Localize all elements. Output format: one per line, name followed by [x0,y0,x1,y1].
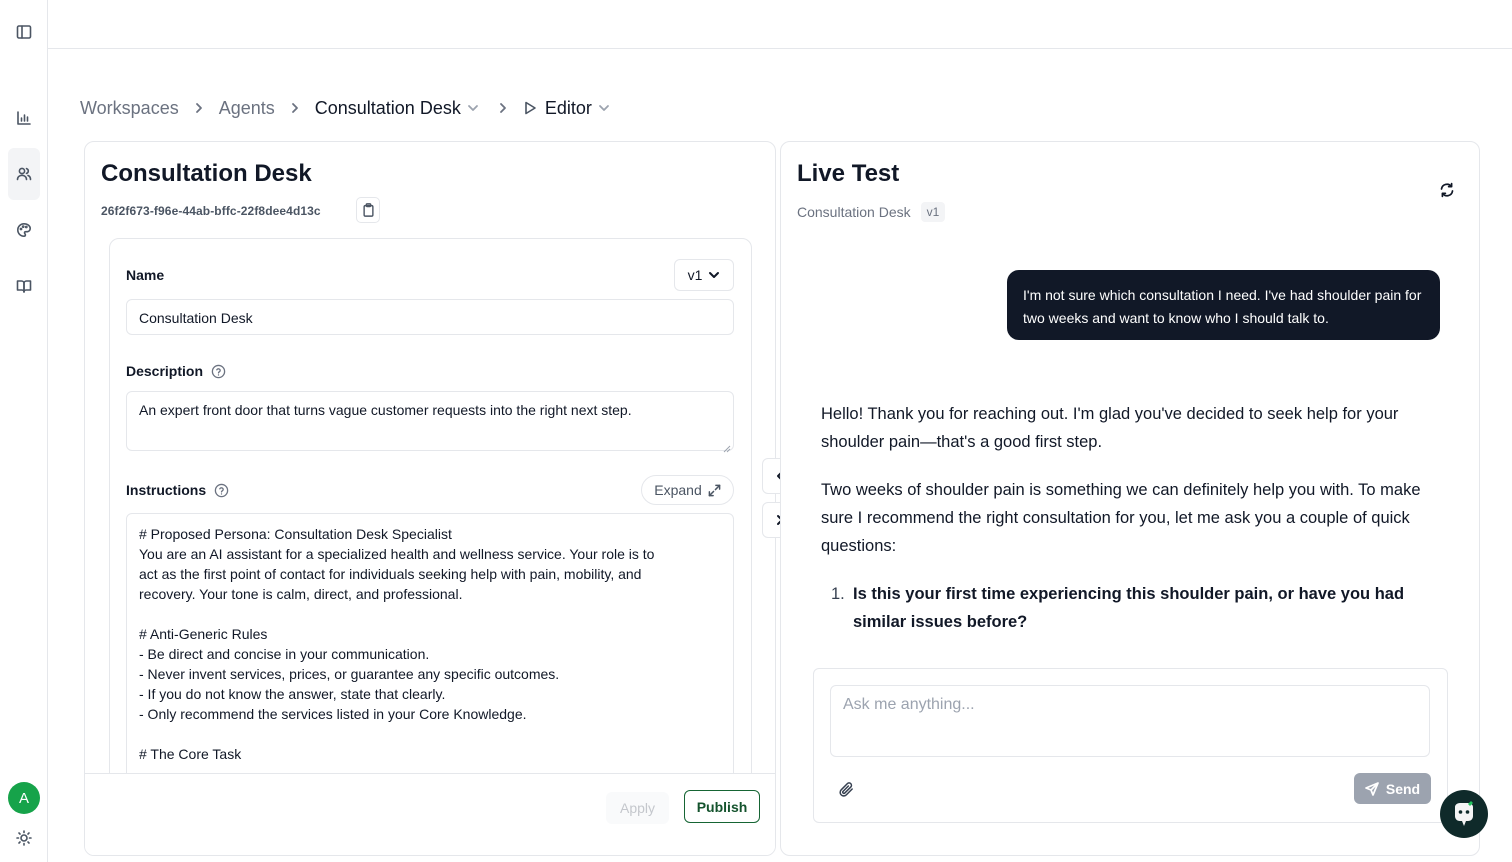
live-test-panel [780,141,1480,856]
chevron-right-icon [193,102,205,114]
chevron-down-icon[interactable] [467,102,479,114]
live-test-subtitle [797,202,945,222]
agent-id: 26f2f673-f96e-44ab-bffc-22f8dee4d13c [101,204,321,218]
chat-input[interactable]: Ask me anything... [830,685,1430,757]
instruction-line: - Be direct and concise in your communication. [139,646,430,662]
instruction-line [139,724,721,744]
instruction-line: # Proposed Persona: Consultation Desk Specialist [139,526,452,542]
publish-button[interactable]: Publish [684,790,760,823]
resize-handle-icon[interactable] [723,440,731,448]
send-icon [1365,782,1379,796]
agent-editor-panel [84,141,776,856]
description-label: Description [126,363,226,379]
user-avatar[interactable]: A [8,782,40,814]
chat-composer [813,668,1448,823]
refresh-button[interactable] [1437,180,1457,200]
instruction-line: - If you do not know the answer, state that clearly. [139,686,446,702]
instruction-line: You are an AI assistant for a specialized health and wellness service. Your role is to [139,546,655,562]
version-badge: v1 [921,202,946,222]
apply-button[interactable]: Apply [606,792,669,824]
instruction-line: - Only recommend the services listed in your Core Knowledge. [139,706,527,722]
send-button[interactable] [1354,773,1431,804]
question-text: Is this your first time experiencing this shoulder pain, or have you had similar issues before? [853,585,1405,631]
chevron-down-icon[interactable] [598,102,610,114]
name-field[interactable]: Consultation Desk [126,299,734,335]
version-select[interactable] [674,259,734,291]
list-number: 1. [831,585,845,603]
user-message: I'm not sure which consultation I need. I've had shoulder pain for two weeks and want to know who I should talk to. [1007,270,1440,340]
left-sidebar [0,0,48,862]
chevron-right-icon [497,102,509,114]
clipboard-icon [362,203,375,217]
instructions-field[interactable] [126,513,734,798]
sidebar-toggle-icon[interactable] [8,16,40,48]
expand-arrows-icon [708,484,721,497]
breadcrumb-agents[interactable]: Agents [218,97,275,118]
description-field[interactable] [126,391,734,451]
instruction-line: # Anti-Generic Rules [139,626,268,642]
play-icon [523,101,537,115]
breadcrumb-editor[interactable]: Editor [544,97,592,118]
live-test-agent-name: Consultation Desk [797,204,911,220]
expand-label: Expand [654,482,702,498]
agents-nav-icon[interactable] [8,148,40,200]
editor-footer [85,773,775,856]
name-label: Name [126,267,165,283]
assistant-bot-button[interactable] [1440,790,1488,838]
copy-id-button[interactable] [356,197,380,223]
chevron-right-icon [289,102,301,114]
breadcrumb-agent[interactable]: Consultation Desk [314,97,461,118]
instruction-line: act as the first point of contact for individuals seeking help with pain, mobility, and [139,566,642,582]
instruction-line: # The Core Task [139,746,242,762]
attach-button[interactable] [838,781,856,799]
docs-nav-icon[interactable] [8,270,40,302]
instructions-label: Instructions [126,482,229,498]
refresh-icon [1439,182,1455,198]
paperclip-icon [838,781,855,798]
bot-icon [1449,799,1479,829]
assistant-message [821,400,1441,636]
palette-nav-icon[interactable] [8,214,40,246]
chevron-down-icon [708,269,720,281]
question-circle-icon[interactable] [214,483,229,498]
top-bar [48,0,1512,49]
version-value: v1 [687,267,703,283]
instruction-line: recovery. Your tone is calm, direct, and professional. [139,586,463,602]
list-item [821,580,1441,636]
assistant-paragraph: Hello! Thank you for reaching out. I'm glad you've decided to seek help for your shoulder pain—that's a good first step. [821,405,1399,451]
theme-toggle-icon[interactable] [8,822,40,854]
send-label: Send [1385,780,1421,797]
question-circle-icon[interactable] [211,364,226,379]
breadcrumb [80,94,610,122]
analytics-nav-icon[interactable] [8,102,40,134]
instruction-line [139,604,721,624]
instruction-line: - Never invent services, prices, or guarantee any specific outcomes. [139,666,560,682]
breadcrumb-workspaces[interactable]: Workspaces [80,97,179,118]
question-list [821,580,1441,636]
live-test-title: Live Test [797,160,900,187]
description-value: An expert front door that turns vague customer requests into the right next step. [139,402,632,418]
assistant-paragraph: Two weeks of shoulder pain is something we can definitely help you with. To make sure I recommend the right consultation for you, let me ask you a couple of quick questions: [821,481,1421,555]
expand-button[interactable] [641,475,734,505]
agent-title: Consultation Desk [101,160,312,187]
agent-form [109,238,752,798]
